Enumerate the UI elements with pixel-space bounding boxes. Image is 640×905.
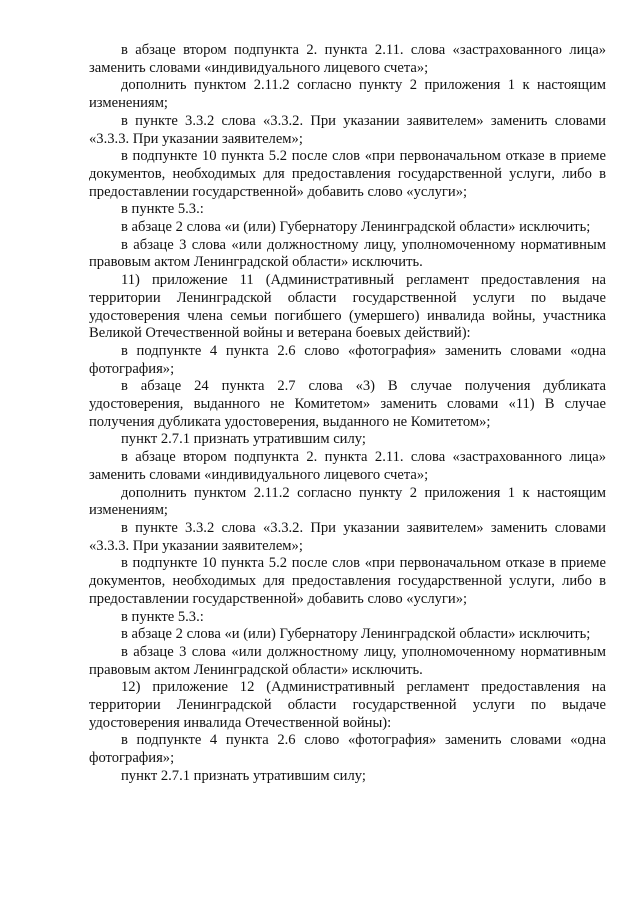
paragraph-12: в абзаце втором подпункта 2. пункта 2.11. слова «застрахованного лица» заменить словами «индивидуального лицевого счета»; bbox=[89, 449, 606, 483]
paragraph-21: пункт 2.7.1 признать утратившим силу; bbox=[121, 767, 366, 784]
paragraph-20: в подпункте 4 пункта 2.6 слово «фотография» заменить словами «одна фотография»; bbox=[89, 732, 606, 767]
paragraph-2: дополнить пунктом 2.11.2 согласно пункту 2 приложения 1 к настоящим изменениям; bbox=[89, 77, 606, 112]
paragraph-4: в подпункте 10 пункта 5.2 после слов «при первоначальном отказе в приеме документов, необходимых для предоставления государственной услуги, либо в предоставлении государственной» добавить слово «услуги»; bbox=[89, 148, 606, 200]
paragraph-5: в пункте 5.3.: bbox=[121, 201, 204, 218]
paragraph-19: 12) приложение 12 (Административный регламент предоставления на территории Ленинградской области государственной услуги по выдаче удостоверения инвалида Отечественной войны): bbox=[89, 679, 606, 731]
paragraph-3: в пункте 3.3.2 слова «3.3.2. При указании заявителем» заменить словами «3.3.3. При указании заявителем»; bbox=[89, 112, 606, 147]
paragraph-8: 11) приложение 11 (Административный регламент предоставления на территории Ленинградской области государственной услуги по выдаче удостоверения члена семьи погибшего (умершего) инвалида войны, участника Великой Отечественной войны и ветерана боевых действий): bbox=[89, 272, 606, 342]
paragraph-11: пункт 2.7.1 признать утратившим силу; bbox=[121, 431, 366, 448]
paragraph-16: в пункте 5.3.: bbox=[121, 608, 204, 625]
paragraph-17: в абзаце 2 слова «и (или) Губернатору Ленинградской области» исключить; bbox=[121, 626, 591, 643]
paragraph-1: в абзаце втором подпункта 2. пункта 2.11. слова «застрахованного лица» заменить словами «индивидуального лицевого счета»; bbox=[89, 42, 606, 76]
paragraph-6: в абзаце 2 слова «и (или) Губернатору Ленинградской области» исключить; bbox=[121, 219, 591, 236]
paragraph-14: в пункте 3.3.2 слова «3.3.2. При указании заявителем» заменить словами «3.3.3. При указании заявителем»; bbox=[89, 519, 606, 554]
paragraph-18: в абзаце 3 слова «или должностному лицу, уполномоченному нормативным правовым актом Ленинградской области» исключить. bbox=[89, 643, 606, 678]
paragraph-7: в абзаце 3 слова «или должностному лицу, уполномоченному нормативным правовым актом Ленинградской области» исключить. bbox=[89, 236, 606, 271]
paragraph-13: дополнить пунктом 2.11.2 согласно пункту 2 приложения 1 к настоящим изменениям; bbox=[89, 484, 606, 519]
paragraph-15: в подпункте 10 пункта 5.2 после слов «при первоначальном отказе в приеме документов, необходимых для предоставления государственной услуги, либо в предоставлении государственной» добавить слово «услуги»; bbox=[89, 555, 606, 607]
paragraph-9: в подпункте 4 пункта 2.6 слово «фотография» заменить словами «одна фотография»; bbox=[89, 342, 606, 377]
paragraph-10: в абзаце 24 пункта 2.7 слова «3) В случае получения дубликата удостоверения, выданного не Комитетом» заменить словами «11) В случае получения дубликата удостоверения, выданного не Комитетом»; bbox=[89, 378, 606, 430]
document-body bbox=[89, 42, 606, 786]
